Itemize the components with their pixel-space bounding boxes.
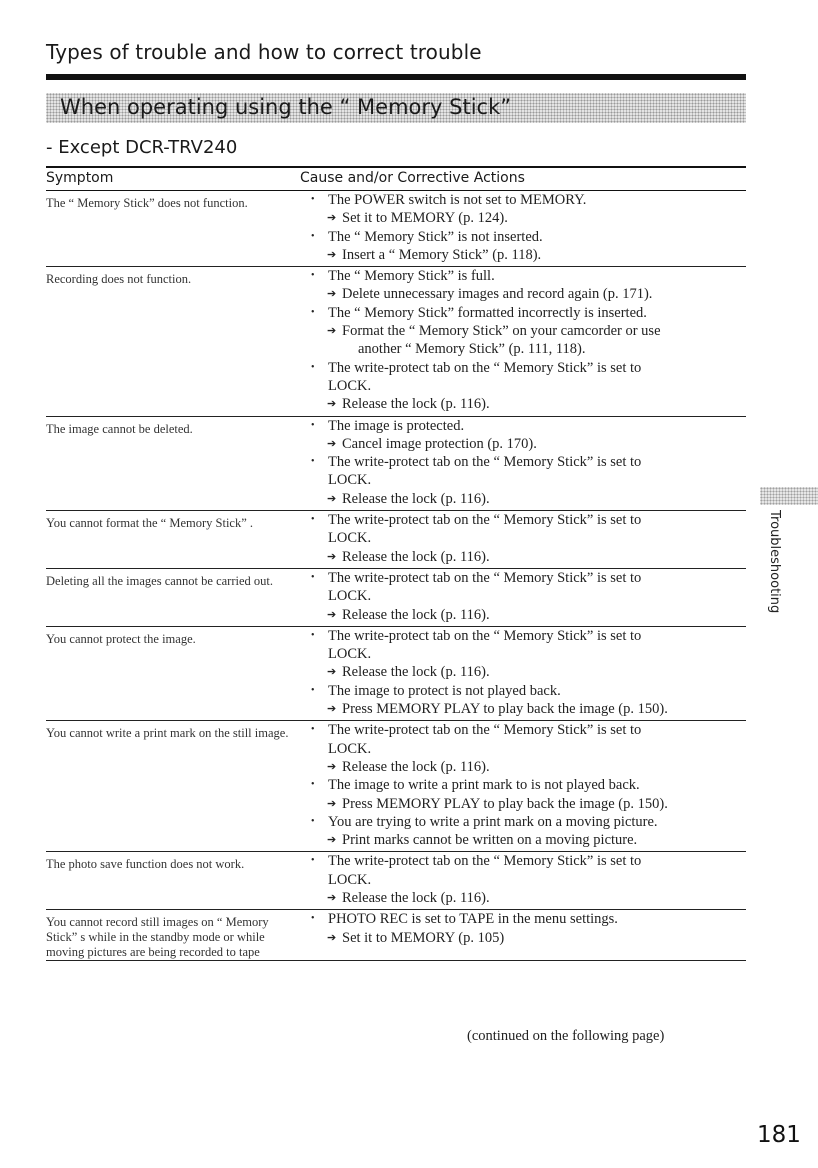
table-row xyxy=(46,852,746,910)
symptom-cell: The photo save function does not work. xyxy=(46,852,300,910)
cause-bullet: • The “ Memory Stick” is full. xyxy=(300,267,746,285)
cause-cell xyxy=(300,568,746,626)
trouble-table-body xyxy=(46,191,746,961)
cause-bullet: • The write-protect tab on the “ Memory Stick” is set to xyxy=(300,569,746,587)
sub-heading: - Except DCR-TRV240 xyxy=(46,137,238,158)
cause-bullet: • The image to protect is not played back. xyxy=(300,682,746,700)
cause-bullet: • The write-protect tab on the “ Memory Stick” is set to xyxy=(300,511,746,529)
table-row xyxy=(46,910,746,961)
cause-bullet: • The POWER switch is not set to MEMORY. xyxy=(300,191,746,209)
corrective-action: ➔ Print marks cannot be written on a moving picture. xyxy=(300,831,746,849)
cause-continuation: LOCK. xyxy=(328,530,372,547)
cause-cell xyxy=(300,416,746,510)
cause-bullet: • PHOTO REC is set to TAPE in the menu settings. xyxy=(300,910,746,928)
corrective-action: ➔ Insert a “ Memory Stick” (p. 118). xyxy=(300,246,746,264)
cause-bullet: • The write-protect tab on the “ Memory Stick” is set to xyxy=(300,627,746,645)
corrective-action: ➔ Set it to MEMORY (p. 124). xyxy=(300,209,746,227)
table-row xyxy=(46,267,746,416)
corrective-action: ➔ Format the “ Memory Stick” on your camcorder or use xyxy=(300,322,746,340)
symptom-cell: You cannot format the “ Memory Stick” . xyxy=(46,511,300,569)
cause-bullet: • You are trying to write a print mark on a moving picture. xyxy=(300,813,746,831)
corrective-action: ➔ Release the lock (p. 116). xyxy=(300,490,746,508)
header-rule xyxy=(46,74,746,80)
cause-cell xyxy=(300,910,746,961)
table-row xyxy=(46,416,746,510)
cause-continuation: LOCK. xyxy=(328,588,372,605)
corrective-action: ➔ Press MEMORY PLAY to play back the image (p. 150). xyxy=(300,795,746,813)
corrective-action: ➔ Release the lock (p. 116). xyxy=(300,606,746,624)
corrective-action: ➔ Cancel image protection (p. 170). xyxy=(300,435,746,453)
cause-bullet: • The image is protected. xyxy=(300,417,746,435)
cause-cell xyxy=(300,852,746,910)
cause-bullet: • The write-protect tab on the “ Memory Stick” is set to xyxy=(300,453,746,471)
cause-bullet: • The “ Memory Stick” formatted incorrectly is inserted. xyxy=(300,304,746,322)
table-row xyxy=(46,511,746,569)
corrective-action: ➔ Release the lock (p. 116). xyxy=(300,395,746,413)
symptom-cell: You cannot write a print mark on the still image. xyxy=(46,721,300,852)
cause-bullet: • The write-protect tab on the “ Memory Stick” is set to xyxy=(300,359,746,377)
cause-cell xyxy=(300,191,746,267)
corrective-action: ➔ Set it to MEMORY (p. 105) xyxy=(300,929,746,947)
corrective-action: ➔ Delete unnecessary images and record again (p. 171). xyxy=(300,285,746,303)
corrective-action: ➔ Release the lock (p. 116). xyxy=(300,758,746,776)
side-tab-marker xyxy=(760,487,818,505)
continued-note: (continued on the following page) xyxy=(467,1028,665,1044)
cause-cell xyxy=(300,267,746,416)
corrective-action: ➔ Release the lock (p. 116). xyxy=(300,889,746,907)
table-row xyxy=(46,721,746,852)
cause-continuation: LOCK. xyxy=(328,377,372,394)
corrective-action: ➔ Release the lock (p. 116). xyxy=(300,663,746,681)
page-header: Types of trouble and how to correct trouble xyxy=(46,40,482,64)
cause-bullet: • The image to write a print mark to is not played back. xyxy=(300,776,746,794)
cause-continuation: LOCK. xyxy=(328,646,372,663)
symptom-column-header: Symptom xyxy=(46,170,114,186)
side-section-label: Troubleshooting xyxy=(767,510,782,614)
section-title: When operating using the “ Memory Stick” xyxy=(60,95,512,119)
symptom-cell: The image cannot be deleted. xyxy=(46,416,300,510)
table-row xyxy=(46,568,746,626)
symptom-cell: You cannot protect the image. xyxy=(46,626,300,720)
section-banner xyxy=(46,93,746,123)
cause-bullet: • The write-protect tab on the “ Memory Stick” is set to xyxy=(300,721,746,739)
cause-bullet: • The “ Memory Stick” is not inserted. xyxy=(300,228,746,246)
cause-continuation: LOCK. xyxy=(328,871,372,888)
corrective-action: ➔ Release the lock (p. 116). xyxy=(300,548,746,566)
cause-cell xyxy=(300,721,746,852)
symptom-cell: You cannot record still images on “ Memory Stick” s while in the standby mode or while moving pictures are being recorded to tape xyxy=(46,910,300,961)
symptom-cell: Deleting all the images cannot be carried out. xyxy=(46,568,300,626)
corrective-action: ➔ Press MEMORY PLAY to play back the image (p. 150). xyxy=(300,700,746,718)
cause-cell xyxy=(300,626,746,720)
corrective-action: another “ Memory Stick” (p. 111, 118). xyxy=(358,341,586,358)
trouble-table xyxy=(46,191,746,961)
symptom-cell: The “ Memory Stick” does not function. xyxy=(46,191,300,267)
cause-column-header: Cause and/or Corrective Actions xyxy=(300,170,525,186)
table-row xyxy=(46,191,746,267)
cause-continuation: LOCK. xyxy=(328,740,372,757)
table-row xyxy=(46,626,746,720)
symptom-cell: Recording does not function. xyxy=(46,267,300,416)
page-number: 181 xyxy=(757,1122,801,1148)
cause-bullet: • The write-protect tab on the “ Memory Stick” is set to xyxy=(300,852,746,870)
table-top-rule xyxy=(46,166,746,168)
cause-cell xyxy=(300,511,746,569)
cause-continuation: LOCK. xyxy=(328,472,372,489)
